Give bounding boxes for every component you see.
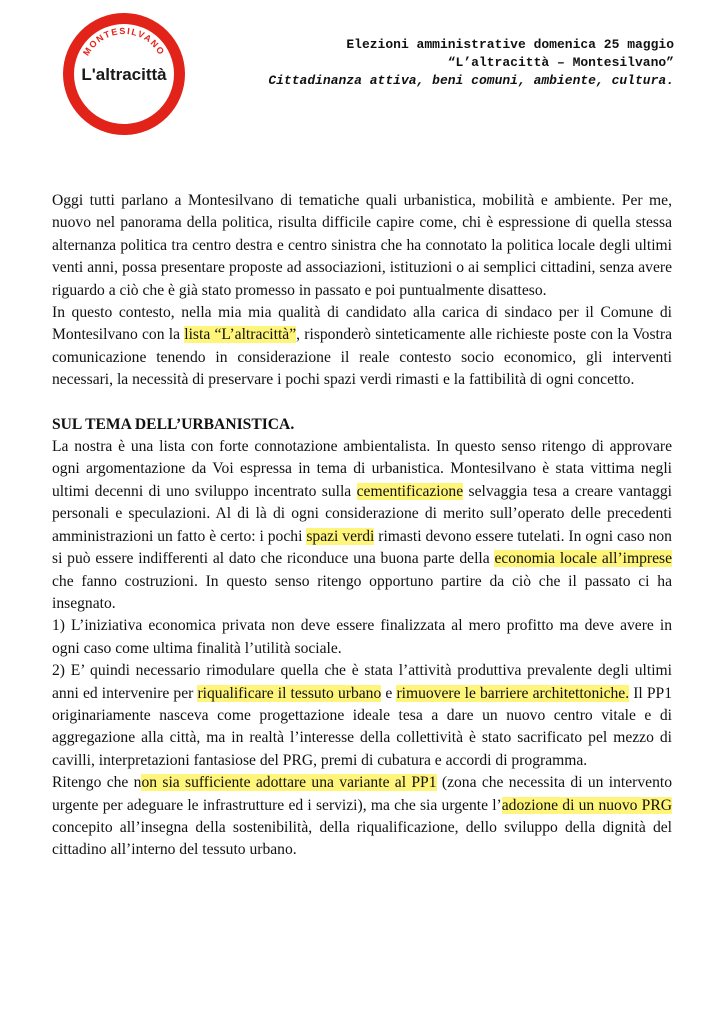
altracitta-logo-icon bbox=[62, 12, 186, 136]
text-span: selvaggia tesa a creare vantaggi personali e speculazioni. Al di là di ogni considerazione di merito sull’operato delle precedenti amministrazioni un fatto è certo: i pochi bbox=[52, 482, 672, 545]
text-span: Ritengo che n bbox=[52, 774, 142, 792]
logo-arc-bottom: CITTADINANZA ATTIVA · BENI COMUNI · AMBIENTE · CULTURA bbox=[77, 81, 171, 122]
text-span: , risponderò sinteticamente alle richieste poste con la Vostra comunicazione tenendo in considerazione il reale contesto socio economico, gli interventi necessari, la necessità di preservare i pochi spazi verdi rimasti e la fattibilità di ogni concetto. bbox=[52, 326, 672, 389]
highlight-variante-pp1: on sia sufficiente adottare una variante al PP1 bbox=[141, 774, 437, 792]
document-header bbox=[214, 36, 674, 90]
paragraph-urbanistica bbox=[52, 436, 672, 615]
header-line-3: Cittadinanza attiva, beni comuni, ambiente, cultura. bbox=[268, 73, 674, 88]
header-line-2: “L’altracittà – Montesilvano” bbox=[447, 55, 674, 70]
highlight-barriere: rimuovere le barriere architettoniche. bbox=[396, 684, 630, 702]
highlight-list-name: lista “L’altracittà” bbox=[184, 326, 297, 344]
highlight-cementificazione: cementificazione bbox=[356, 482, 464, 500]
paragraph-point-1: 1) L’iniziativa economica privata non deve essere finalizzata al mero profitto ma deve avere in ogni caso come ultima finalità l’utilità sociale. bbox=[52, 617, 672, 657]
highlight-riqualificare: riqualificare il tessuto urbano bbox=[197, 684, 382, 702]
text-span: La nostra è una lista con forte connotazione ambientalista. In questo senso ritengo di approvare ogni argomentazione da Voi espressa in tema di urbanistica. Montesilvano è stata vittima negli ultimi decenni di uno sviluppo incentrato sulla bbox=[52, 438, 672, 500]
highlight-economia-locale: economia locale all’imprese bbox=[494, 550, 673, 568]
text-span: che fanno costruzioni. In questo senso ritengo opportuno partire da ciò che il passato ci ha insegnato. bbox=[52, 572, 672, 612]
highlight-nuovo-prg: adozione di un nuovo PRG bbox=[501, 796, 672, 814]
paragraph-point-2 bbox=[52, 660, 672, 772]
header-line-1: Elezioni amministrative domenica 25 maggio bbox=[346, 37, 674, 52]
text-span: Il PP1 originariamente nasceva come progettazione ideale tesa a dare un nuovo centro vitale e di aggregazione alla città, ma in realtà l’interesse della collettività è stato sacrificato pel mezzo di cavilli, interpretazioni fantasiose del PRG, premi di cubatura e accordi di programma. bbox=[52, 684, 673, 769]
section-title: SUL TEMA DELL’URBANISTICA. bbox=[52, 415, 295, 433]
logo-name: L'altracittà bbox=[81, 65, 167, 84]
spacer bbox=[52, 392, 672, 414]
text-span: rimasti devono essere tutelati. In ogni caso non si può essere indifferenti al dato che riconduce una buona parte della bbox=[52, 527, 672, 568]
text-span: In questo contesto, nella mia mia qualità di candidato alla carica di sindaco per il Comune di Montesilvano con la bbox=[52, 304, 672, 344]
text-span: 2) E’ quindi necessario rimodulare quella che è stata l’attività produttiva prevalente degli ultimi anni ed intervenire per bbox=[52, 662, 672, 702]
logo-arc-top: MONTESILVANO bbox=[81, 25, 167, 58]
paragraph-context bbox=[52, 302, 672, 392]
text-span: e bbox=[381, 684, 397, 702]
highlight-spazi-verdi: spazi verdi bbox=[306, 527, 375, 545]
logo bbox=[62, 12, 186, 136]
text-span: (zona che necessita di un intervento urgente per adeguare le infrastrutture ed i servizi), ma che sia urgente l’ bbox=[52, 774, 672, 814]
paragraph-intro: Oggi tutti parlano a Montesilvano di tematiche quali urbanistica, mobilità e ambiente. Per me, nuovo nel panorama della politica, risulta difficile capire come, chi è espressione di quella stessa alternanza politica tra centro destra e centro sinistra che ha connotato la politica locale degli ultimi venti anni, possa presentare proposte ad associazioni, istituzioni o ai semplici cittadini, senza avere riguardo a ciò che è già stato promesso in passato e poi puntualmente disatteso. bbox=[52, 192, 672, 299]
paragraph-prg bbox=[52, 772, 672, 862]
text-span: concepito all’insegna della sostenibilità, della riqualificazione, dello sviluppo della dignità del cittadino all’interno del tessuto urbano. bbox=[52, 818, 672, 859]
letter-body bbox=[52, 190, 672, 862]
